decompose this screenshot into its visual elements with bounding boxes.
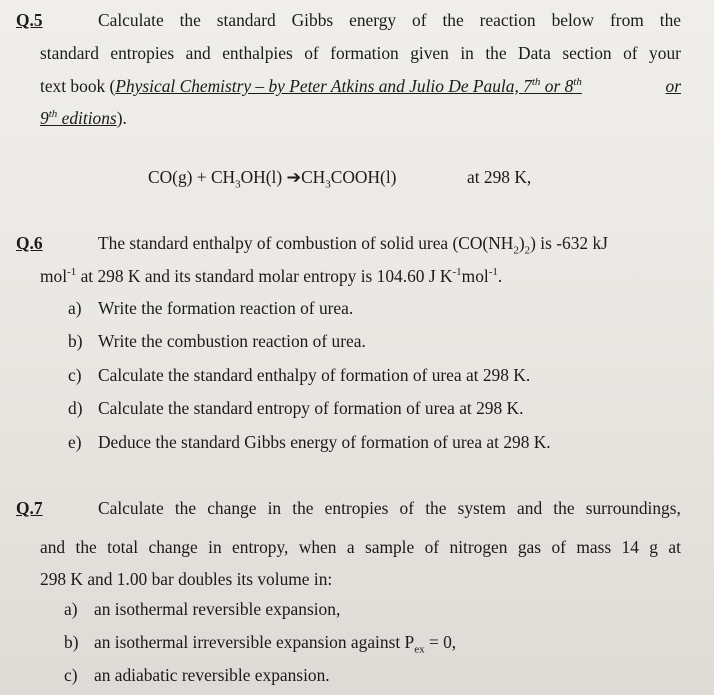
question-6-number: Q.6 (16, 233, 43, 253)
word: energy (349, 10, 397, 30)
word: your (649, 43, 681, 63)
word: below (551, 10, 595, 30)
word: of (623, 43, 638, 63)
word: gas (517, 537, 542, 557)
word: Calculate (98, 10, 164, 30)
word: system (457, 498, 506, 518)
word: and (40, 537, 66, 557)
word: in (267, 498, 282, 518)
word: entropies (324, 498, 389, 518)
word: entropy, (232, 537, 289, 557)
word: the (442, 10, 464, 30)
word: sample (364, 537, 415, 557)
q7-item-c: c) an adiabatic reversible expansion. (64, 665, 330, 685)
word: and (185, 43, 211, 63)
word: Data (518, 43, 551, 63)
q7-item-b: b) an isothermal irreversible expansion against $P_{ex} = 0$, (64, 632, 457, 656)
word: of (551, 537, 566, 557)
word: in (208, 537, 222, 557)
word: the (553, 498, 575, 518)
word: of (399, 498, 415, 518)
word: 14 (621, 537, 639, 557)
word: of (412, 10, 427, 30)
q6-item-c: c) Calculate the standard enthalpy of formation of urea at 298 K. (68, 365, 531, 385)
word: section (562, 43, 612, 63)
word: change (148, 537, 198, 557)
word: when (298, 537, 337, 557)
q5-line-3: text book (Physical Chemistry – by Peter Atkins and Julio De Paula, 7th or 8th or (40, 76, 681, 96)
q6-item-a: a) Write the formation reaction of urea. (68, 298, 354, 318)
q6-line-1: The standard enthalpy of combustion of solid urea $(CO(NH_2)_2)$ is -632 kJ (98, 233, 608, 257)
word: entropies (110, 43, 175, 63)
word: and (517, 498, 543, 518)
word: surroundings, (585, 498, 681, 518)
word: the (425, 498, 447, 518)
q6-item-b: b) Write the combustion reaction of urea. (68, 331, 366, 351)
word: of (424, 537, 440, 557)
question-5-number: Q.5 (16, 10, 43, 30)
word: from (610, 10, 644, 30)
word: at (668, 537, 681, 557)
q6-line-2: mol$^{-1}$ at 298 K and its standard molar entropy is 104.60 J $K^{-1}mol^{-1}$. (40, 266, 503, 286)
word: of (304, 43, 319, 63)
word: nitrogen (449, 537, 508, 557)
word: reaction (479, 10, 536, 30)
q7-line-2 (40, 536, 681, 558)
q7-line-3: 298 K and 1.00 bar doubles its volume in: (40, 569, 333, 589)
word: a (346, 537, 355, 557)
question-7-number: Q.7 (16, 498, 43, 518)
q7-line-1 (98, 497, 681, 519)
word: the (174, 498, 197, 518)
word: standard (216, 10, 276, 30)
book-title: Physical Chemistry – by Peter Atkins and Julio De Paula, 7 (115, 76, 532, 96)
word: formation (330, 43, 399, 63)
word: Calculate (98, 498, 164, 518)
q5-line-1 (98, 9, 681, 31)
word: the (485, 43, 507, 63)
word: standard (40, 43, 99, 63)
reaction-equation: $CO(g) + CH_3OH(l)$ $➔CH_3COOH(l)$ (148, 167, 397, 191)
word: change (207, 498, 257, 518)
word: in (460, 43, 474, 63)
word: the (179, 10, 201, 30)
word: g (649, 537, 658, 557)
word: Gibbs (291, 10, 334, 30)
arrow-icon: ➔ (286, 167, 302, 187)
q7-item-a: a) an isothermal reversible expansion, (64, 599, 341, 619)
reaction-temperature: at 298 K, (467, 167, 532, 187)
q6-item-e: e) Deduce the standard Gibbs energy of formation of urea at 298 K. (68, 432, 551, 452)
word: mass (576, 537, 612, 557)
q6-item-d: d) Calculate the standard entropy of formation of urea at 298 K. (68, 398, 524, 418)
word: the (659, 10, 681, 30)
q5-line-2 (40, 42, 681, 64)
word: the (292, 498, 314, 518)
word: enthalpies (222, 43, 293, 63)
word: total (107, 537, 139, 557)
word: the (75, 537, 97, 557)
word: given (410, 43, 449, 63)
q5-line-4: 9th editions). (40, 108, 127, 128)
